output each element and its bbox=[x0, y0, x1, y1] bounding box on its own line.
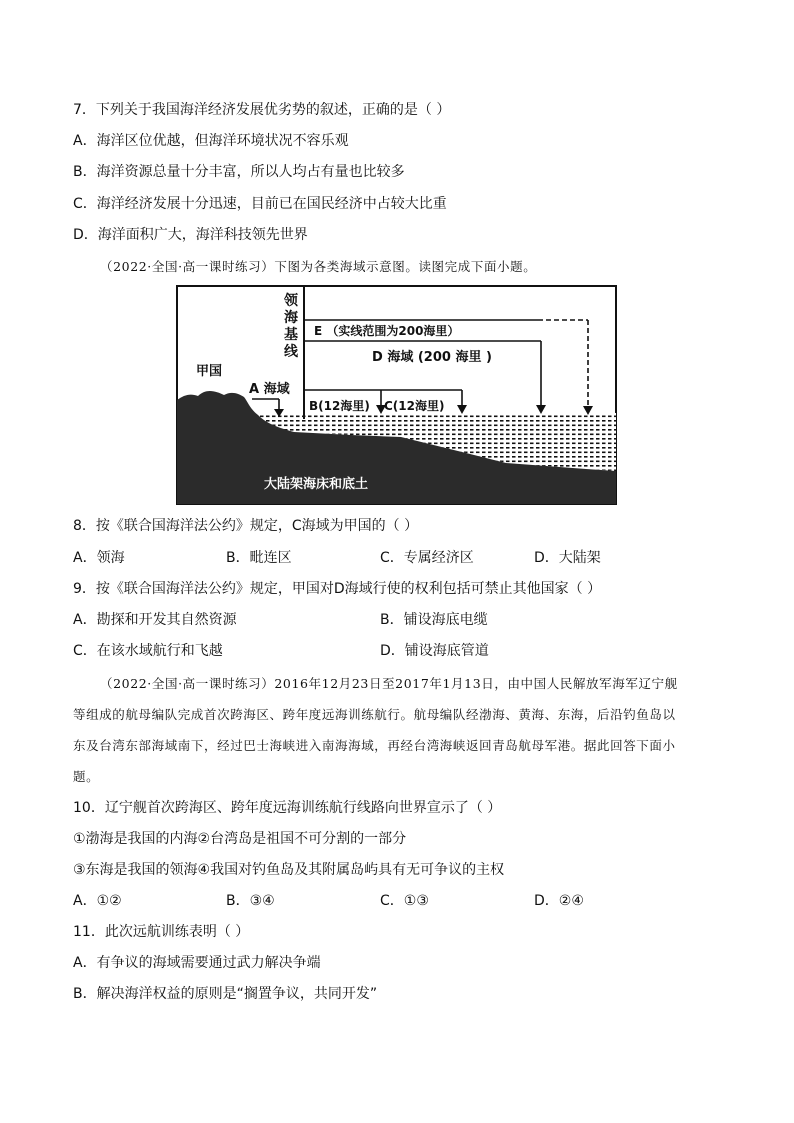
q9-option-c: C．在该水域航行和飞越 bbox=[73, 643, 223, 659]
q11-stem: 11．此次远航训练表明（ ） bbox=[73, 924, 250, 940]
baseline-label-2: 海 bbox=[284, 310, 298, 326]
q10-option-c: C．①③ bbox=[380, 893, 429, 909]
intro-passage-line-3: 东及台湾东部海域南下，经过巴士海峡进入南海海域，再经台湾海峡返回青岛航母军港。据此回答下面小 bbox=[73, 738, 676, 753]
q8-option-b: B．毗连区 bbox=[226, 550, 292, 566]
intro-passage-line-2: 等组成的航母编队完成首次跨海区、跨年度远海训练航行。航母编队经渤海、黄海、东海，后沿钓鱼岛以 bbox=[73, 707, 676, 722]
seabed-label: 大陆架海床和底土 bbox=[264, 477, 369, 492]
label-c: C(12海里) bbox=[384, 399, 445, 413]
sea-zones-diagram bbox=[176, 285, 618, 507]
q9-stem: 9．按《联合国海洋法公约》规定，甲国对D海域行使的权利包括可禁止其他国家（ ） bbox=[73, 581, 602, 597]
label-d: D 海域 (200 海里 ) bbox=[372, 350, 492, 365]
country-label: 甲国 bbox=[196, 364, 223, 379]
q8-option-d: D．大陆架 bbox=[534, 550, 601, 566]
label-b: B(12海里) bbox=[309, 399, 370, 413]
q10-option-b: B．③④ bbox=[226, 893, 275, 909]
q10-stem: 10．辽宁舰首次跨海区、跨年度远海训练航行线路向世界宣示了（ ） bbox=[73, 800, 502, 816]
q7-option-a: A．海洋区位优越，但海洋环境状况不容乐观 bbox=[73, 133, 349, 149]
intro-passage-line-4: 题。 bbox=[73, 769, 100, 784]
baseline-label-4: 线 bbox=[284, 344, 298, 360]
q7-option-c: C．海洋经济发展十分迅速，目前已在国民经济中占较大比重 bbox=[73, 196, 447, 212]
q10-statements-1: ①渤海是我国的内海②台湾岛是祖国不可分割的一部分 bbox=[73, 831, 407, 847]
q9-option-b: B．铺设海底电缆 bbox=[380, 612, 488, 628]
q8-option-c: C．专属经济区 bbox=[380, 550, 474, 566]
q9-option-a: A．勘探和开发其自然资源 bbox=[73, 612, 237, 628]
q7-stem: 7．下列关于我国海洋经济发展优劣势的叙述，正确的是（ ） bbox=[73, 102, 451, 118]
baseline-label-1: 领 bbox=[284, 293, 298, 309]
q10-option-d: D．②④ bbox=[534, 893, 584, 909]
intro-figure: （2022·全国·高一课时练习）下图为各类海域示意图。读图完成下面小题。 bbox=[100, 259, 537, 274]
label-e: E （实线范围为200海里） bbox=[314, 324, 460, 338]
q11-option-a: A．有争议的海域需要通过武力解决争端 bbox=[73, 955, 321, 971]
q7-option-b: B．海洋资源总量十分丰富，所以人均占有量也比较多 bbox=[73, 164, 405, 180]
label-a: A 海域 bbox=[249, 382, 290, 397]
q8-option-a: A．领海 bbox=[73, 550, 125, 566]
q10-statements-2: ③东海是我国的领海④我国对钓鱼岛及其附属岛屿具有无可争议的主权 bbox=[73, 862, 505, 878]
q9-option-d: D．铺设海底管道 bbox=[380, 643, 489, 659]
q7-option-d: D．海洋面积广大，海洋科技领先世界 bbox=[73, 227, 308, 243]
q11-option-b: B．解决海洋权益的原则是“搁置争议，共同开发” bbox=[73, 986, 378, 1002]
intro-passage-line-1: （2022·全国·高一课时练习）2016年12月23日至2017年1月13日，由中国人民解放军海军辽宁舰 bbox=[100, 676, 678, 691]
q8-stem: 8．按《联合国海洋法公约》规定，C海域为甲国的（ ） bbox=[73, 518, 419, 534]
baseline-label-3: 基 bbox=[284, 327, 298, 343]
q10-option-a: A．①② bbox=[73, 893, 122, 909]
